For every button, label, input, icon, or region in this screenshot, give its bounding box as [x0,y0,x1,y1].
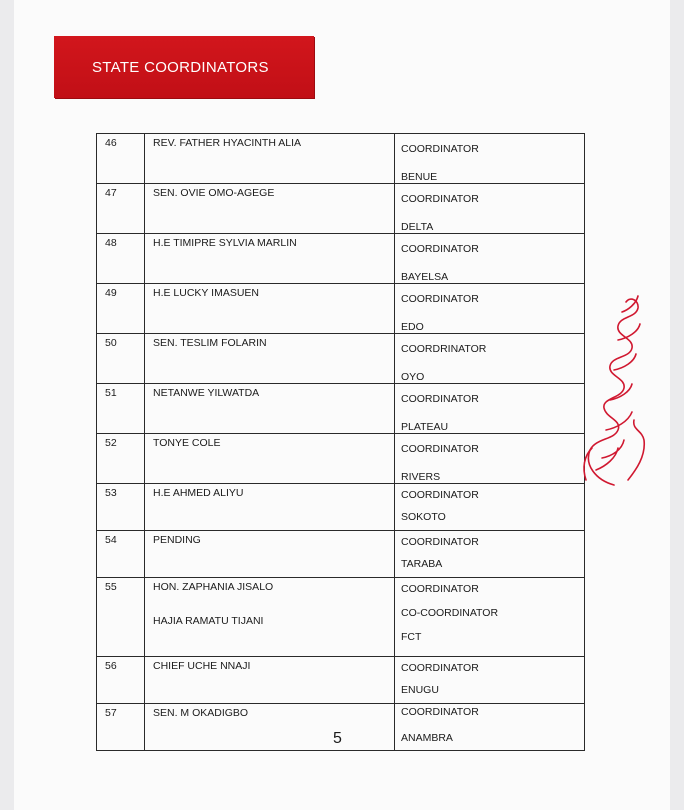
table-row [97,184,585,234]
row-number: 54 [105,534,117,546]
role-cell [395,234,585,284]
role-label: COORDINATOR [401,443,479,455]
role-cell [395,434,585,484]
row-number-cell [97,578,145,657]
section-banner [54,36,314,98]
name-cell [145,284,395,334]
role-label: COORDINATOR [401,662,479,674]
page-number: 5 [333,730,342,747]
role-cell [395,384,585,434]
table-row [97,384,585,434]
row-number-cell [97,434,145,484]
handwritten-signature [566,280,666,495]
row-number-cell [97,484,145,531]
role-label: COORDINATOR [401,583,479,595]
coordinator-name: CHIEF UCHE NNAJI [153,660,251,672]
row-number-cell [97,184,145,234]
table-row [97,234,585,284]
coordinator-name: H.E AHMED ALIYU [153,487,244,499]
row-number-cell [97,384,145,434]
co-coordinator-name: HAJIA RAMATU TIJANI [153,615,264,627]
table-row [97,284,585,334]
table-row [97,531,585,578]
coordinators-table [96,133,585,751]
state-label: DELTA [401,221,434,233]
role-cell [395,704,585,751]
row-number: 48 [105,237,117,249]
role-label: COORDINATOR [401,143,479,155]
state-label: OYO [401,371,425,383]
name-cell [145,531,395,578]
state-label: SOKOTO [401,511,446,523]
state-label: BENUE [401,171,438,183]
role-cell [395,578,585,657]
row-number-cell [97,284,145,334]
role-cell [395,657,585,704]
row-number-cell [97,134,145,184]
role-label: COORDINATOR [401,293,479,305]
row-number: 56 [105,660,117,672]
name-cell [145,704,395,751]
row-number: 53 [105,487,117,499]
role-cell [395,134,585,184]
role-label: COORDINATOR [401,706,479,718]
name-cell [145,434,395,484]
role-label: COORDINATOR [401,536,479,548]
coordinator-name: NETANWE YILWATDA [153,387,260,399]
section-title: STATE COORDINATORS [92,59,269,76]
role-label: COORDINATOR [401,489,479,501]
table-row [97,134,585,184]
row-number: 47 [105,187,117,199]
coordinator-name: REV. FATHER HYACINTH ALIA [153,137,302,149]
table-row [97,434,585,484]
coordinator-name: HON. ZAPHANIA JISALO [153,581,274,593]
row-number-cell [97,704,145,751]
role-cell [395,531,585,578]
row-number-cell [97,657,145,704]
table-row [97,334,585,384]
role-label: COORDRINATOR [401,343,487,355]
state-label: ANAMBRA [401,732,453,744]
table-row [97,657,585,704]
name-cell [145,484,395,531]
row-number: 52 [105,437,117,449]
co-role-label: CO-COORDINATOR [401,607,499,619]
role-cell [395,284,585,334]
row-number: 55 [105,581,117,593]
row-number: 49 [105,287,117,299]
row-number-cell [97,334,145,384]
name-cell [145,234,395,284]
coordinator-name: H.E LUCKY IMASUEN [153,287,259,299]
role-cell [395,184,585,234]
state-label: PLATEAU [401,421,449,433]
row-number-cell [97,234,145,284]
table-row [97,578,585,657]
table-row [97,484,585,531]
coordinator-name: SEN. TESLIM FOLARIN [153,337,267,349]
name-cell [145,334,395,384]
name-cell [145,134,395,184]
name-cell [145,384,395,434]
row-number: 46 [105,137,117,149]
coordinator-name: SEN. OVIE OMO-AGEGE [153,187,275,199]
role-cell [395,484,585,531]
role-label: COORDINATOR [401,243,479,255]
coordinator-name: PENDING [153,534,201,546]
name-cell [145,184,395,234]
row-number: 51 [105,387,117,399]
state-label: RIVERS [401,471,441,483]
role-label: COORDINATOR [401,193,479,205]
coordinator-name: SEN. M OKADIGBO [153,707,249,719]
state-label: TARABA [401,558,443,570]
role-cell [395,334,585,384]
state-label: ENUGU [401,684,439,696]
state-label: EDO [401,321,424,333]
role-label: COORDINATOR [401,393,479,405]
row-number: 57 [105,707,117,719]
row-number: 50 [105,337,117,349]
row-number-cell [97,531,145,578]
state-label: BAYELSA [401,271,449,283]
name-cell [145,578,395,657]
state-label: FCT [401,631,422,643]
coordinator-name: H.E TIMIPRE SYLVIA MARLIN [153,237,297,249]
coordinator-name: TONYE COLE [153,437,221,449]
name-cell [145,657,395,704]
